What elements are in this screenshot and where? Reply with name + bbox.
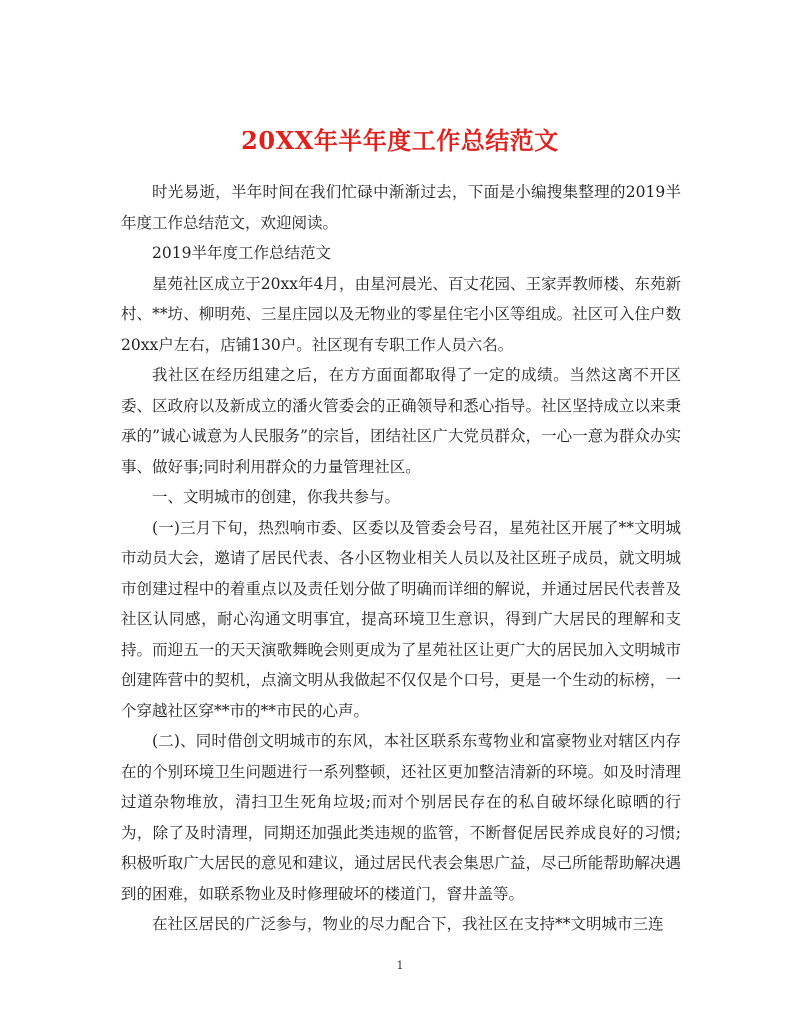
paragraph-continuation: 在社区居民的广泛参与，物业的尽力配合下，我社区在支持**文明城市三连 [152,915,664,933]
paragraph-achievements: 我社区在经历组建之后，在方方面面都取得了一定的成绩。当然这离不开区委、区政府以及新成立的潘火管委会的正确领导和悉心指导。社区坚持成立以来秉承的”诚心诚意为人民服务”的宗旨，团结社区广大党员群众，一心一意为群众办实事、做好事;同时利用群众的力量管理社区。 [121,366,681,476]
paragraph-community-overview: 星苑社区成立于20xx年4月，由星河晨光、百丈花园、王家弄教师楼、东苑新村、**坊、柳明苑、三星庄园以及无物业的零星住宅小区等组成。社区可入住户数20xx户左右，店铺130户。社区现有专职工作人员六名。 [121,274,681,354]
paragraph-intro: 时光易逝，半年时间在我们忙碌中渐渐过去，下面是小编搜集整理的2019半年度工作总结范文，欢迎阅读。 [121,183,681,232]
paragraph-subtitle: 2019半年度工作总结范文 [152,244,331,262]
document-body [121,177,681,940]
paragraph-item-1: (一)三月下旬，热烈响市委、区委以及管委会号召，星苑社区开展了**文明城市动员大会，邀请了居民代表、各小区物业相关人员以及社区班子成员，就文明城市创建过程中的着重点以及责任划分做了明确而详细的解说，并通过居民代表普及社区认同感，耐心沟通文明事宜，提高环境卫生意识，得到广大居民的理解和支持。而迎五一的天天演歌舞晚会则更成为了星苑社区让更广大的居民加入文明城市创建阵营中的契机，点滴文明从我做起不仅仅是个口号，更是一个生动的标榜，一个穿越社区穿**市的**市民的心声。 [121,518,681,720]
document-title: 20XX年半年度工作总结范文 [241,126,559,156]
paragraph-item-2: (二)、同时借创文明城市的东风，本社区联系东莺物业和富豪物业对辖区内存在的个别环境卫生问题进行一系列整顿，还社区更加整洁清新的环境。如及时清理过道杂物堆放，清扫卫生死角垃圾;而对个别居民存在的私自破坏绿化晾晒的行为，除了及时清理，同期还加强此类违规的监管，不断督促居民养成良好的习惯;积极听取广大居民的意见和建议，通过居民代表会集思广益，尽己所能帮助解决遇到的困难，如联系物业及时修理破坏的楼道门，窨井盖等。 [121,732,681,903]
page-number: 1 [396,959,404,972]
paragraph-section-heading-1: 一、文明城市的创建，你我共参与。 [152,488,401,506]
